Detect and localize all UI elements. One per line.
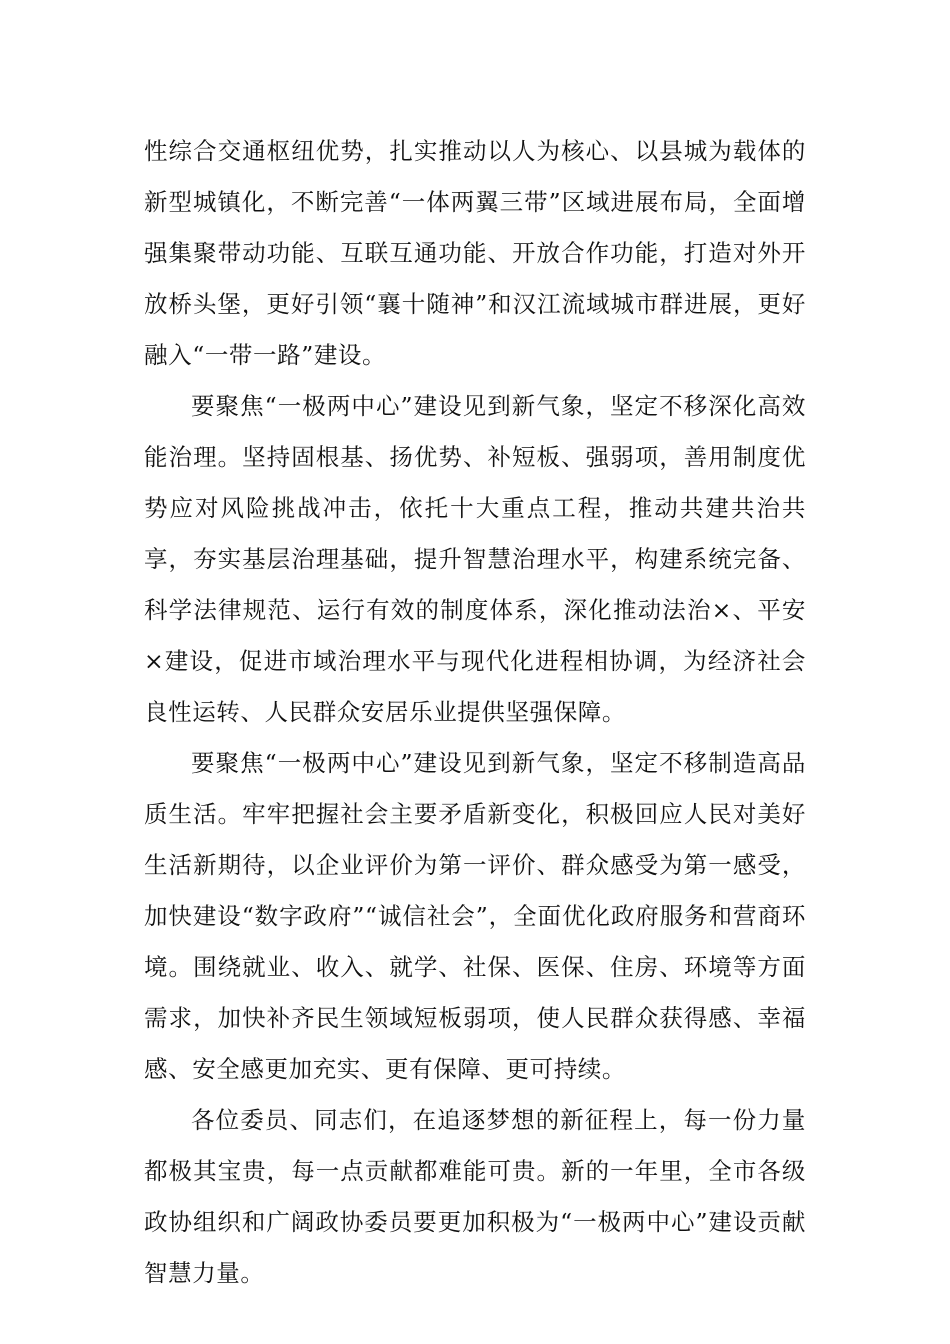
paragraph-3: 要聚焦“一极两中心”建设见到新气象，坚定不移制造高品质生活。牢牢把握社会主要矛盾新变化，积极回应人民对美好生活新期待，以企业评价为第一评价、群众感受为第一感受，加快建设“数字政府”“诚信社会”，全面优化政府服务和营商环境。围绕就业、收入、就学、社保、医保、住房、环境等方面需求，加快补齐民生领域短板弱项，使人民群众获得感、幸福感、安全感更加充实、更有保障、更可持续。 <box>144 749 806 1083</box>
paragraph-4: 各位委员、同志们，在追逐梦想的新征程上，每一份力量都极其宝贵，每一点贡献都难能可贵。新的一年里，全市各级政协组织和广阔政协委员要更加积极为“一极两中心”建设贡献智慧力量。 <box>144 1106 806 1287</box>
document-body <box>144 126 806 1299</box>
paragraph-2: 要聚焦“一极两中心”建设见到新气象，坚定不移深化高效能治理。坚持固根基、扬优势、补短板、强弱项，善用制度优势应对风险挑战冲击，依托十大重点工程，推动共建共治共享，夯实基层治理基础，提升智慧治理水平，构建系统完备、科学法律规范、运行有效的制度体系，深化推动法治×、平安×建设，促进市域治理水平与现代化进程相协调，为经济社会良性运转、人民群众安居乐业提供坚强保障。 <box>144 392 806 726</box>
paragraph-1: 性综合交通枢纽优势，扎实推动以人为核心、以县城为载体的新型城镇化，不断完善“一体两翼三带”区域进展布局，全面增强集聚带动功能、互联互通功能、开放合作功能，打造对外开放桥头堡，更好引领“襄十随神”和汉江流域城市群进展，更好融入“一带一路”建设。 <box>144 137 806 369</box>
